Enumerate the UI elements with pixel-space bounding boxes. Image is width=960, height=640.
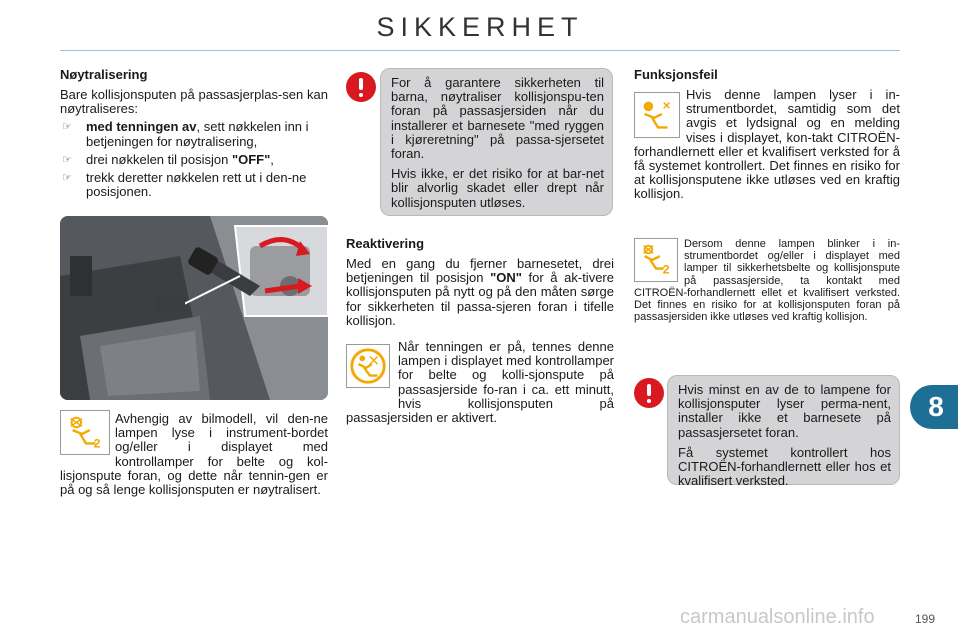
step-3 bbox=[60, 171, 328, 199]
warning-exclamation-icon bbox=[634, 378, 664, 408]
airbag-off-lamp-text: Avhengig av bilmodell, vil den-ne lampen lyse i instrument-bordet og/eller i displayet med kontrollamper for belte og kol-lisjonspute foran, og dette når tennin-gen er på og så lenge kollisjonsputen er nøytralisert. bbox=[60, 411, 328, 498]
airbag-off-lamp-description bbox=[60, 412, 328, 497]
malfunction-text-1: Hvis denne lampen lyser i in-strumentbordet, samtidig som det avgis et lydsignal og en melding vises i displayet, kon-takt CITROËN-forhandlernett eller et kvalifisert verksted for å få systemet kontrollert. Det finnes en risiko for at kollisjonsputene ikke utløses ved en kraftig kollisjon. bbox=[634, 87, 900, 202]
reactivation-section bbox=[346, 236, 614, 328]
neutralisation-section bbox=[60, 67, 328, 203]
malfunction-text-2: Dersom denne lampen blinker i in-strumentbordet og/eller i displayet med lamper til sikkerhetsbelte og kollisjonspute på passasjerside, ta kontakt med CITROËN-forhandlernett ellet et kvalifisert verksted. Det finnes en risiko for at kollisjonsputen foran på passasjersiden ikke utløses ved kraftig kollisjon. bbox=[634, 238, 900, 324]
page-number: 199 bbox=[915, 612, 936, 626]
pointing-hand-icon: ☞ bbox=[62, 121, 72, 134]
watermark: carmanualsonline.info bbox=[680, 606, 875, 628]
title-divider bbox=[60, 50, 900, 51]
svg-text:2: 2 bbox=[662, 262, 670, 277]
step-2-post: , bbox=[270, 151, 274, 167]
neutralisation-intro: Bare kollisjonsputen på passasjerplas-sen kan nøytraliseres: bbox=[60, 87, 328, 117]
step-2 bbox=[60, 153, 328, 167]
reactivation-post: for å ak-tivere kollisjonsputen på nytt og på den måten sørge for sikkerheten til passa-sjeren foran i tifelle kollisjon. bbox=[346, 270, 614, 328]
step-1 bbox=[60, 120, 328, 148]
icon-spacer bbox=[346, 340, 398, 398]
lamp-permanent-warning-p2: Få systemet kontrollert hos CITROËN-forhandlernett eller hos et kvalifisert verksted. bbox=[678, 444, 891, 489]
icon-spacer bbox=[60, 412, 115, 458]
pointing-hand-icon: ☞ bbox=[62, 172, 72, 185]
step-1-bold: med tenningen av bbox=[86, 119, 197, 135]
airbag-on-lamp-description bbox=[346, 340, 614, 425]
step-2-pre: drei nøkkelen til posisjon bbox=[86, 151, 232, 167]
airbag-fault-lamp-icon bbox=[634, 92, 680, 138]
lamp-permanent-warning-p1: Hvis minst en av de to lampene for kollisjonsputer lyser perma-nent, installer ikke et barnesete på passasjersetet foran. bbox=[678, 382, 891, 440]
reactivation-heading: Reaktivering bbox=[346, 236, 425, 251]
child-seat-warning-box bbox=[380, 68, 613, 216]
reactivation-on-label: "ON" bbox=[490, 270, 522, 286]
neutralisation-heading: Nøytralisering bbox=[60, 67, 148, 82]
step-2-bold: "OFF" bbox=[231, 151, 271, 167]
child-seat-warning-p1: For å garantere sikkerheten til barna, nøytraliser kollisjonspu-ten foran på passasjersiden når du installerer et barnesete "med ryggen i kjøreretning" på passa-sjersetet foran. bbox=[391, 75, 604, 162]
neutralisation-steps bbox=[60, 120, 328, 199]
step-3-text: trekk deretter nøkkelen rett ut i den-ne posisjonen. bbox=[86, 170, 307, 200]
icon-spacer bbox=[634, 238, 684, 286]
glovebox-key-switch-photo bbox=[60, 216, 328, 400]
chapter-tab: 8 bbox=[910, 385, 958, 429]
warning-exclamation-icon bbox=[346, 72, 376, 102]
pointing-hand-icon: ☞ bbox=[62, 153, 72, 166]
svg-text:2: 2 bbox=[93, 436, 101, 451]
child-seat-warning-p2: Hvis ikke, er det risiko for at bar-net blir alvorlig skadet eller drept når kollisjonsputen utløses. bbox=[391, 166, 604, 210]
lamp-permanent-warning-box bbox=[667, 375, 900, 489]
airbag-blinking-lamp-description bbox=[634, 238, 900, 323]
airbag-on-lamp-text: Når tenningen er på, tennes denne lampen i displayet med kontrollamper for belte og kolli-sjonspute på passasjerside fo-ran i ca. ett minutt, hvis kollisjonsputen på passasjersiden er aktivert. bbox=[346, 339, 614, 426]
page-title: SIKKERHET bbox=[376, 12, 584, 42]
reactivation-pre: Med en gang du fjerner barnesetet, drei betjeningen til posisjon bbox=[346, 256, 614, 286]
reactivation-text bbox=[346, 257, 614, 328]
malfunction-heading: Funksjonsfeil bbox=[634, 67, 718, 82]
step-1-text: , sett nøkkelen inn i betjeningen for nøytralisering, bbox=[86, 119, 309, 149]
